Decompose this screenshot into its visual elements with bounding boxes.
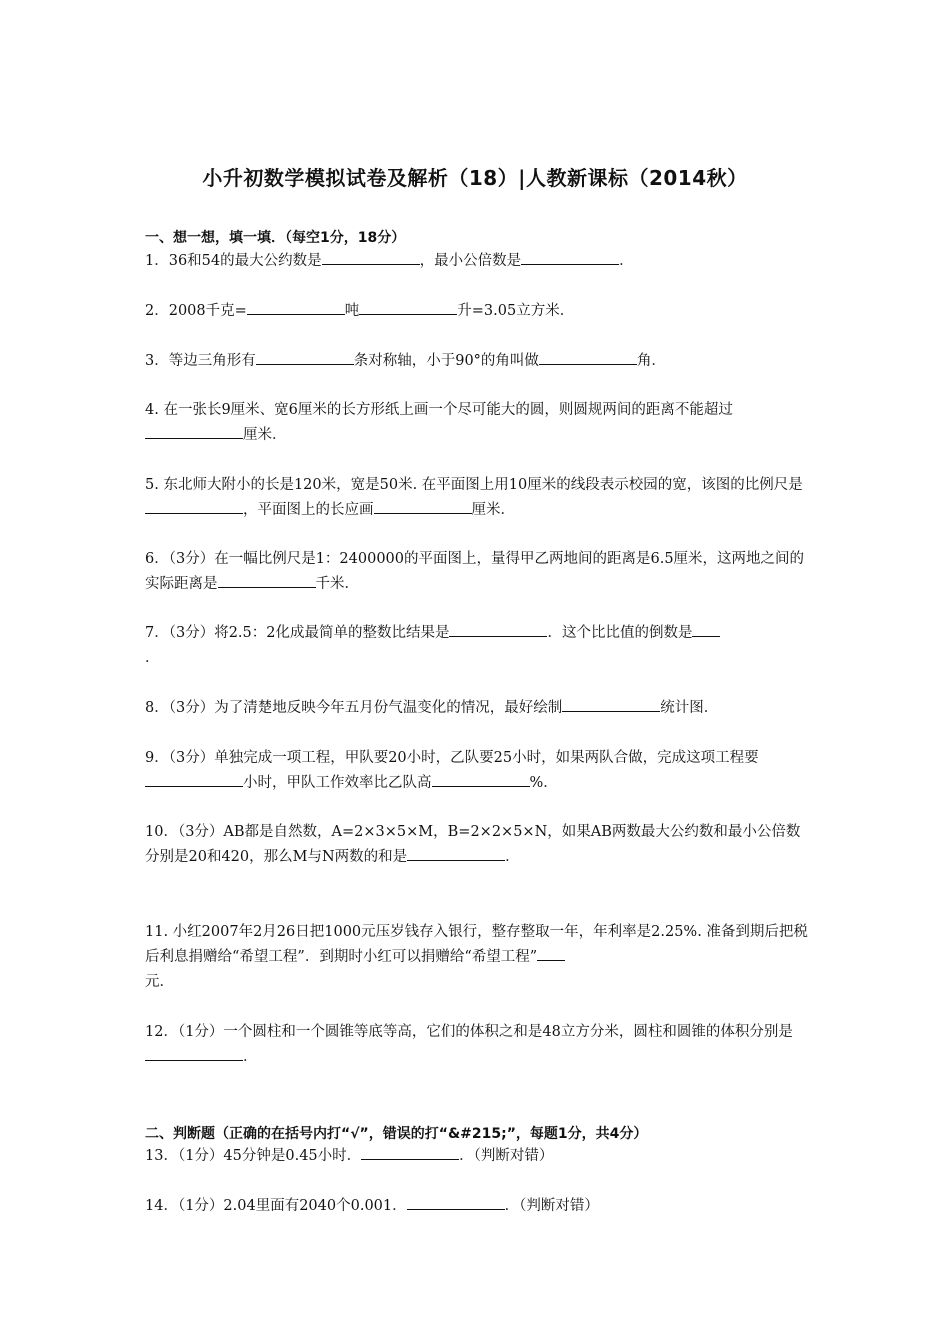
- q14-text-b: ．（判断对错）: [504, 1198, 599, 1214]
- question-12: [145, 1020, 810, 1070]
- question-10: [145, 820, 810, 870]
- q3-text-b: 条对称轴，小于90°的角叫做: [353, 353, 539, 369]
- answer-blank[interactable]: [359, 299, 457, 315]
- answer-blank[interactable]: [247, 299, 345, 315]
- q9-text-a: 9．（3分）单独完成一项工程，甲队要20小时，乙队要25小时，如果两队合做，完成这项工程要: [145, 750, 759, 766]
- q8-text-b: 统计图．: [660, 700, 719, 716]
- question-11: [145, 920, 810, 995]
- q8-text-a: 8．（3分）为了清楚地反映今年五月份气温变化的情况，最好绘制: [145, 700, 563, 716]
- answer-blank[interactable]: [361, 1144, 459, 1160]
- q1-text-c: ．: [619, 253, 634, 269]
- question-8: [145, 696, 810, 721]
- answer-blank[interactable]: [432, 771, 530, 787]
- q12-text-b: ．: [243, 1049, 258, 1065]
- q10-text-b: ．: [505, 849, 520, 865]
- answer-blank[interactable]: [256, 349, 354, 365]
- q11-text-a: 11. 小红2007年2月26日把1000元压岁钱存入银行，整存整取一年，年利率是2.25%. 准备到期后把税后利息捐赠给“希望工程”．到期时小红可以捐赠给“希望工程”: [145, 924, 808, 965]
- q11-text-b: 元．: [145, 974, 174, 990]
- question-4: [145, 398, 810, 448]
- answer-blank[interactable]: [218, 572, 316, 588]
- q5-text-b: ，平面图上的长应画: [243, 502, 374, 518]
- q7-text-b: ．这个比比值的倒数是: [547, 625, 693, 641]
- q9-text-c: %．: [529, 775, 558, 791]
- q1-text-a: 1．36和54的最大公约数是: [145, 253, 322, 269]
- answer-blank[interactable]: [407, 845, 505, 861]
- answer-blank[interactable]: [145, 423, 243, 439]
- q7-text-c: ．: [145, 650, 160, 666]
- answer-blank[interactable]: [374, 498, 472, 514]
- question-14: [145, 1194, 810, 1219]
- answer-blank[interactable]: [537, 945, 565, 961]
- answer-blank[interactable]: [407, 1194, 505, 1210]
- answer-blank[interactable]: [145, 1045, 243, 1061]
- question-7: [145, 621, 810, 671]
- q13-text-a: 13．（1分）45分钟是0.45小时．: [145, 1148, 362, 1164]
- q12-text-a: 12．（1分）一个圆柱和一个圆锥等底等高，它们的体积之和是48立方分米，圆柱和圆锥的体积分别是: [145, 1024, 793, 1040]
- answer-blank[interactable]: [449, 621, 547, 637]
- q7-text-a: 7．（3分）将2.5：2化成最简单的整数比结果是: [145, 625, 450, 641]
- answer-blank[interactable]: [145, 498, 243, 514]
- q3-text-c: 角．: [636, 353, 666, 369]
- answer-blank[interactable]: [692, 621, 720, 637]
- q14-text-a: 14．（1分）2.04里面有2040个0.001．: [145, 1198, 407, 1214]
- q6-text-b: 千米．: [315, 576, 359, 592]
- q10-text-a: 10．（3分）AB都是自然数，A=2×3×5×M，B=2×2×5×N，如果AB两数最大公约数和最小公倍数分别是20和420，那么M与N两数的和是: [145, 824, 801, 865]
- page-title: 小升初数学模拟试卷及解析（18）|人教新课标（2014秋）: [202, 166, 748, 190]
- section-heading-fill-in: 一、想一想，填一填．（每空1分，18分）: [145, 230, 406, 246]
- question-13: [145, 1144, 810, 1169]
- answer-blank[interactable]: [521, 249, 619, 265]
- answer-blank[interactable]: [539, 349, 637, 365]
- q6-text-a: 6．（3分）在一幅比例尺是1：2400000的平面图上，量得甲乙两地间的距离是6.5厘米，这两地之间的实际距离是: [145, 551, 805, 592]
- question-1: [145, 249, 810, 274]
- section-heading-true-false: 二、判断题（正确的在括号内打“√”，错误的打“&#215;”，每题1分，共4分）: [145, 1126, 648, 1142]
- q9-text-b: 小时，甲队工作效率比乙队高: [243, 775, 432, 791]
- q4-text-b: 厘米．: [243, 427, 287, 443]
- q5-text-a: 5. 东北师大附小的长是120米，宽是50米. 在平面图上用10厘米的线段表示校园的宽，该图的比例尺是: [145, 477, 803, 493]
- q1-text-b: ，最小公倍数是: [419, 253, 522, 269]
- q2-text-c: 升=3.05立方米．: [457, 303, 575, 319]
- answer-blank[interactable]: [562, 696, 660, 712]
- q4-text-a: 4. 在一张长9厘米、宽6厘米的长方形纸上画一个尽可能大的圆，则圆规两间的距离不能超过: [145, 402, 733, 418]
- q3-text-a: 3．等边三角形有: [145, 353, 256, 369]
- q13-text-b: ．（判断对错）: [459, 1148, 554, 1164]
- answer-blank[interactable]: [322, 249, 420, 265]
- q2-text-a: 2．2008千克=: [145, 303, 247, 319]
- question-5: [145, 473, 810, 523]
- question-9: [145, 746, 810, 796]
- answer-blank[interactable]: [145, 771, 243, 787]
- q5-text-c: 厘米．: [471, 502, 515, 518]
- question-6: [145, 547, 810, 597]
- q2-text-b: 吨: [344, 303, 360, 319]
- question-2: [145, 299, 810, 324]
- question-3: [145, 349, 810, 374]
